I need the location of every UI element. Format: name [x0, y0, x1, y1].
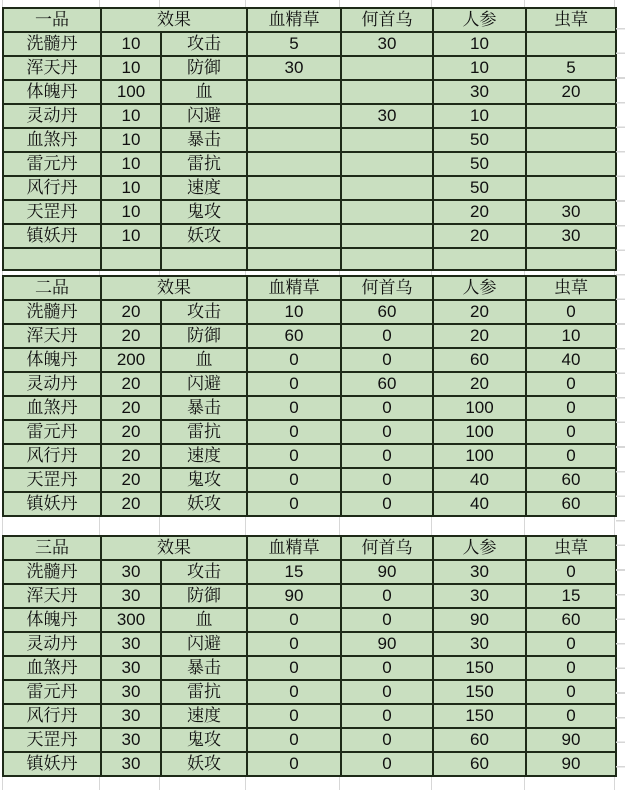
- material-amount-cell[interactable]: 30: [526, 200, 616, 224]
- material-amount-cell[interactable]: [247, 152, 341, 176]
- material-amount-cell[interactable]: 40: [433, 468, 526, 492]
- pill-name-cell[interactable]: 镇妖丹: [3, 752, 101, 776]
- material-amount-cell[interactable]: [247, 200, 341, 224]
- material-header-cell[interactable]: 人参: [433, 276, 526, 300]
- material-amount-cell[interactable]: 90: [341, 632, 433, 656]
- gridline: [99, 517, 100, 535]
- effect-value-cell[interactable]: 100: [101, 80, 161, 104]
- effect-value-cell[interactable]: 20: [101, 420, 161, 444]
- pill-name-cell[interactable]: 灵动丹: [3, 632, 101, 656]
- material-header-cell[interactable]: 何首乌: [341, 536, 433, 560]
- material-amount-cell[interactable]: 0: [341, 420, 433, 444]
- gridline: [339, 0, 340, 7]
- effect-header-cell[interactable]: 效果: [101, 8, 247, 32]
- material-amount-cell[interactable]: 5: [526, 56, 616, 80]
- material-header-cell[interactable]: 血精草: [247, 8, 341, 32]
- material-amount-cell[interactable]: 0: [341, 584, 433, 608]
- gridline: [339, 517, 340, 535]
- effect-type-cell[interactable]: 雷抗: [161, 152, 247, 176]
- material-amount-cell[interactable]: 0: [247, 752, 341, 776]
- pill-row: [3, 444, 616, 468]
- empty-cell[interactable]: [3, 248, 101, 270]
- material-amount-cell[interactable]: 10: [526, 324, 616, 348]
- material-amount-cell[interactable]: 30: [433, 632, 526, 656]
- pill-name-cell[interactable]: 血煞丹: [3, 396, 101, 420]
- material-amount-cell[interactable]: 50: [433, 152, 526, 176]
- header-row: [3, 276, 616, 300]
- gridline: [245, 517, 246, 535]
- material-amount-cell[interactable]: [247, 224, 341, 248]
- pill-row: [3, 104, 616, 128]
- material-amount-cell[interactable]: 50: [433, 128, 526, 152]
- effect-type-cell[interactable]: 鬼攻: [161, 200, 247, 224]
- material-amount-cell[interactable]: [247, 176, 341, 200]
- gridline: [614, 777, 615, 790]
- material-amount-cell[interactable]: 90: [526, 728, 616, 752]
- material-amount-cell[interactable]: [341, 80, 433, 104]
- material-amount-cell[interactable]: [526, 104, 616, 128]
- effect-value-cell[interactable]: 300: [101, 608, 161, 632]
- effect-value-cell[interactable]: 30: [101, 656, 161, 680]
- material-amount-cell[interactable]: 0: [247, 492, 341, 516]
- gridline: [614, 517, 615, 535]
- material-amount-cell[interactable]: 0: [341, 728, 433, 752]
- material-amount-cell[interactable]: [526, 128, 616, 152]
- gridline: [245, 271, 246, 275]
- effect-type-cell[interactable]: 攻击: [161, 560, 247, 584]
- pill-row: [3, 128, 616, 152]
- material-amount-cell[interactable]: 0: [526, 300, 616, 324]
- effect-type-cell[interactable]: 血: [161, 348, 247, 372]
- material-amount-cell[interactable]: 0: [341, 608, 433, 632]
- pill-row: [3, 300, 616, 324]
- pill-table-grade-3: [2, 535, 617, 777]
- effect-type-cell[interactable]: 妖攻: [161, 752, 247, 776]
- material-amount-cell[interactable]: 90: [433, 608, 526, 632]
- material-header-cell[interactable]: 何首乌: [341, 8, 433, 32]
- effect-type-cell[interactable]: 防御: [161, 56, 247, 80]
- material-amount-cell[interactable]: 30: [433, 584, 526, 608]
- effect-type-cell[interactable]: 防御: [161, 584, 247, 608]
- material-amount-cell[interactable]: 20: [433, 224, 526, 248]
- effect-type-cell[interactable]: 血: [161, 80, 247, 104]
- material-amount-cell[interactable]: 0: [247, 372, 341, 396]
- material-amount-cell[interactable]: 30: [341, 104, 433, 128]
- material-amount-cell[interactable]: 0: [247, 444, 341, 468]
- effect-type-cell[interactable]: 防御: [161, 324, 247, 348]
- material-amount-cell[interactable]: 60: [247, 324, 341, 348]
- header-row: [3, 8, 616, 32]
- gridline: [159, 271, 160, 275]
- material-amount-cell[interactable]: 20: [433, 324, 526, 348]
- material-amount-cell[interactable]: [247, 104, 341, 128]
- material-amount-cell[interactable]: 30: [247, 56, 341, 80]
- effect-value-cell[interactable]: 30: [101, 680, 161, 704]
- material-header-cell[interactable]: 血精草: [247, 536, 341, 560]
- material-header-cell[interactable]: 虫草: [526, 8, 616, 32]
- pill-name-cell[interactable]: 风行丹: [3, 176, 101, 200]
- sheet-bottom-margin: [2, 777, 615, 790]
- pill-name-cell[interactable]: 血煞丹: [3, 128, 101, 152]
- material-amount-cell[interactable]: 0: [247, 420, 341, 444]
- material-amount-cell[interactable]: 100: [433, 396, 526, 420]
- material-amount-cell[interactable]: 0: [526, 680, 616, 704]
- effect-type-cell[interactable]: 血: [161, 608, 247, 632]
- gridline: [159, 517, 160, 535]
- material-amount-cell[interactable]: 0: [526, 372, 616, 396]
- effect-value-cell[interactable]: 20: [101, 492, 161, 516]
- material-amount-cell[interactable]: [526, 152, 616, 176]
- material-amount-cell[interactable]: 60: [526, 468, 616, 492]
- effect-header-cell[interactable]: 效果: [101, 536, 247, 560]
- material-amount-cell[interactable]: [247, 128, 341, 152]
- pill-name-cell[interactable]: 洗髓丹: [3, 300, 101, 324]
- gridline: [99, 271, 100, 275]
- pill-row: [3, 420, 616, 444]
- pill-name-cell[interactable]: 浑天丹: [3, 584, 101, 608]
- effect-value-cell[interactable]: 30: [101, 704, 161, 728]
- material-amount-cell[interactable]: 0: [247, 396, 341, 420]
- pill-row: [3, 608, 616, 632]
- gridline: [614, 271, 615, 275]
- gridline: [431, 777, 432, 790]
- pill-row: [3, 728, 616, 752]
- pill-row: [3, 200, 616, 224]
- effect-type-cell[interactable]: 速度: [161, 176, 247, 200]
- material-amount-cell[interactable]: [247, 80, 341, 104]
- material-amount-cell[interactable]: 0: [247, 348, 341, 372]
- pill-row: [3, 372, 616, 396]
- pill-row: [3, 584, 616, 608]
- material-amount-cell[interactable]: 0: [247, 656, 341, 680]
- effect-value-cell[interactable]: 30: [101, 560, 161, 584]
- pill-name-cell[interactable]: 镇妖丹: [3, 224, 101, 248]
- material-amount-cell[interactable]: [341, 152, 433, 176]
- material-amount-cell[interactable]: 150: [433, 656, 526, 680]
- material-amount-cell[interactable]: 0: [341, 324, 433, 348]
- empty-cell[interactable]: [161, 248, 247, 270]
- material-amount-cell[interactable]: [341, 176, 433, 200]
- material-header-cell[interactable]: 血精草: [247, 276, 341, 300]
- effect-value-cell[interactable]: 30: [101, 584, 161, 608]
- gridline: [524, 777, 525, 790]
- effect-type-cell[interactable]: 妖攻: [161, 224, 247, 248]
- effect-type-cell[interactable]: 攻击: [161, 32, 247, 56]
- pill-name-cell[interactable]: 体魄丹: [3, 80, 101, 104]
- gridline: [431, 0, 432, 7]
- material-amount-cell[interactable]: 100: [433, 444, 526, 468]
- effect-value-cell[interactable]: 10: [101, 152, 161, 176]
- effect-type-cell[interactable]: 暴击: [161, 396, 247, 420]
- gridline: [339, 777, 340, 790]
- material-amount-cell[interactable]: 5: [247, 32, 341, 56]
- effect-value-cell[interactable]: 10: [101, 224, 161, 248]
- pill-row: [3, 152, 616, 176]
- material-amount-cell[interactable]: 0: [341, 396, 433, 420]
- pill-name-cell[interactable]: 天罡丹: [3, 728, 101, 752]
- effect-type-cell[interactable]: 鬼攻: [161, 728, 247, 752]
- gridline: [245, 777, 246, 790]
- material-amount-cell[interactable]: 10: [247, 300, 341, 324]
- pill-row: [3, 704, 616, 728]
- grade-header-cell[interactable]: 二品: [3, 276, 101, 300]
- effect-type-cell[interactable]: 闪避: [161, 104, 247, 128]
- effect-value-cell[interactable]: 30: [101, 632, 161, 656]
- gridline: [524, 271, 525, 275]
- material-amount-cell[interactable]: 0: [526, 396, 616, 420]
- gridline: [2, 271, 3, 275]
- gridline: [245, 0, 246, 7]
- material-amount-cell[interactable]: 0: [247, 608, 341, 632]
- material-amount-cell[interactable]: 0: [526, 704, 616, 728]
- material-amount-cell[interactable]: 0: [247, 632, 341, 656]
- material-amount-cell[interactable]: 0: [341, 492, 433, 516]
- pill-name-cell[interactable]: 血煞丹: [3, 656, 101, 680]
- header-row: [3, 536, 616, 560]
- material-amount-cell[interactable]: 0: [341, 680, 433, 704]
- material-amount-cell[interactable]: 0: [526, 420, 616, 444]
- material-header-cell[interactable]: 何首乌: [341, 276, 433, 300]
- effect-type-cell[interactable]: 雷抗: [161, 420, 247, 444]
- effect-value-cell[interactable]: 20: [101, 324, 161, 348]
- grade-header-cell[interactable]: 三品: [3, 536, 101, 560]
- effect-type-cell[interactable]: 鬼攻: [161, 468, 247, 492]
- material-amount-cell[interactable]: 60: [341, 372, 433, 396]
- sheet-gridlines-right: [616, 5, 625, 790]
- effect-type-cell[interactable]: 妖攻: [161, 492, 247, 516]
- gridline: [524, 517, 525, 535]
- pill-row: [3, 560, 616, 584]
- pill-name-cell[interactable]: 雷元丹: [3, 420, 101, 444]
- pill-row: [3, 468, 616, 492]
- material-amount-cell[interactable]: 30: [341, 32, 433, 56]
- effect-value-cell[interactable]: 10: [101, 200, 161, 224]
- pill-row: [3, 656, 616, 680]
- material-amount-cell[interactable]: 20: [433, 200, 526, 224]
- effect-value-cell[interactable]: 30: [101, 752, 161, 776]
- pill-row: [3, 176, 616, 200]
- table-gap-white: [2, 517, 615, 535]
- pill-name-cell[interactable]: 天罡丹: [3, 468, 101, 492]
- pill-row: [3, 632, 616, 656]
- material-amount-cell[interactable]: 0: [341, 752, 433, 776]
- effect-value-cell[interactable]: 200: [101, 348, 161, 372]
- effect-type-cell[interactable]: 暴击: [161, 128, 247, 152]
- effect-value-cell[interactable]: 20: [101, 468, 161, 492]
- material-amount-cell[interactable]: 90: [526, 752, 616, 776]
- effect-value-cell[interactable]: 10: [101, 176, 161, 200]
- pill-row: [3, 224, 616, 248]
- material-header-cell[interactable]: 虫草: [526, 536, 616, 560]
- pill-name-cell[interactable]: 雷元丹: [3, 152, 101, 176]
- material-amount-cell[interactable]: 0: [341, 468, 433, 492]
- effect-value-cell[interactable]: 10: [101, 104, 161, 128]
- pill-table-grade-2: [2, 275, 617, 517]
- effect-type-cell[interactable]: 雷抗: [161, 680, 247, 704]
- material-amount-cell[interactable]: 60: [341, 300, 433, 324]
- pill-row: [3, 752, 616, 776]
- effect-value-cell[interactable]: 10: [101, 128, 161, 152]
- material-amount-cell[interactable]: [341, 128, 433, 152]
- material-header-cell[interactable]: 人参: [433, 536, 526, 560]
- material-amount-cell[interactable]: [526, 176, 616, 200]
- pill-table-grade-1: [2, 7, 617, 271]
- material-amount-cell[interactable]: 40: [526, 348, 616, 372]
- material-amount-cell[interactable]: 20: [526, 80, 616, 104]
- pill-name-cell[interactable]: 灵动丹: [3, 372, 101, 396]
- gridline: [431, 517, 432, 535]
- material-amount-cell[interactable]: 0: [526, 444, 616, 468]
- effect-value-cell[interactable]: 30: [101, 728, 161, 752]
- gridline: [2, 777, 3, 790]
- empty-cell[interactable]: [341, 248, 433, 270]
- material-amount-cell[interactable]: 0: [341, 348, 433, 372]
- empty-cell[interactable]: [101, 248, 161, 270]
- gridline: [2, 517, 3, 535]
- gridline: [159, 0, 160, 7]
- effect-value-cell[interactable]: 10: [101, 56, 161, 80]
- material-amount-cell[interactable]: 60: [433, 728, 526, 752]
- material-header-cell[interactable]: 虫草: [526, 276, 616, 300]
- table-gap-small: [2, 271, 615, 275]
- effect-value-cell[interactable]: 20: [101, 396, 161, 420]
- effect-type-cell[interactable]: 攻击: [161, 300, 247, 324]
- effect-type-cell[interactable]: 闪避: [161, 372, 247, 396]
- pill-name-cell[interactable]: 浑天丹: [3, 324, 101, 348]
- effect-value-cell[interactable]: 10: [101, 32, 161, 56]
- empty-cell[interactable]: [526, 248, 616, 270]
- empty-cell[interactable]: [247, 248, 341, 270]
- pill-name-cell[interactable]: 洗髓丹: [3, 560, 101, 584]
- gridline: [99, 777, 100, 790]
- material-amount-cell[interactable]: 30: [433, 560, 526, 584]
- effect-value-cell[interactable]: 20: [101, 372, 161, 396]
- material-amount-cell[interactable]: 0: [247, 680, 341, 704]
- material-amount-cell[interactable]: [341, 224, 433, 248]
- effect-header-cell[interactable]: 效果: [101, 276, 247, 300]
- effect-value-cell[interactable]: 20: [101, 300, 161, 324]
- material-amount-cell[interactable]: 0: [247, 468, 341, 492]
- gridline: [159, 777, 160, 790]
- pill-row: [3, 680, 616, 704]
- material-amount-cell[interactable]: 30: [433, 80, 526, 104]
- material-amount-cell[interactable]: 90: [341, 560, 433, 584]
- material-amount-cell[interactable]: 0: [526, 656, 616, 680]
- grade-header-cell[interactable]: 一品: [3, 8, 101, 32]
- material-amount-cell[interactable]: 10: [433, 104, 526, 128]
- effect-type-cell[interactable]: 速度: [161, 444, 247, 468]
- sheet-top-margin: [2, 0, 615, 7]
- pill-name-cell[interactable]: 天罡丹: [3, 200, 101, 224]
- gridline: [524, 0, 525, 7]
- material-header-cell[interactable]: 人参: [433, 8, 526, 32]
- material-amount-cell[interactable]: 100: [433, 420, 526, 444]
- material-amount-cell[interactable]: 0: [526, 560, 616, 584]
- material-amount-cell[interactable]: 90: [247, 584, 341, 608]
- pill-row: [3, 32, 616, 56]
- empty-cell[interactable]: [433, 248, 526, 270]
- material-amount-cell[interactable]: [341, 200, 433, 224]
- material-amount-cell[interactable]: 150: [433, 704, 526, 728]
- pill-row: [3, 80, 616, 104]
- material-amount-cell[interactable]: 30: [526, 224, 616, 248]
- material-amount-cell[interactable]: [341, 56, 433, 80]
- material-amount-cell[interactable]: 0: [526, 632, 616, 656]
- pill-name-cell[interactable]: 雷元丹: [3, 680, 101, 704]
- pill-row: [3, 56, 616, 80]
- pill-name-cell[interactable]: 风行丹: [3, 704, 101, 728]
- material-amount-cell[interactable]: 0: [247, 728, 341, 752]
- pill-row: [3, 396, 616, 420]
- material-amount-cell[interactable]: 15: [247, 560, 341, 584]
- material-amount-cell[interactable]: 40: [433, 492, 526, 516]
- material-amount-cell[interactable]: 20: [433, 300, 526, 324]
- pill-name-cell[interactable]: 洗髓丹: [3, 32, 101, 56]
- material-amount-cell[interactable]: 10: [433, 56, 526, 80]
- material-amount-cell[interactable]: 150: [433, 680, 526, 704]
- material-amount-cell[interactable]: 0: [341, 704, 433, 728]
- material-amount-cell[interactable]: 0: [341, 656, 433, 680]
- gridline: [99, 0, 100, 7]
- gridline: [431, 271, 432, 275]
- pill-name-cell[interactable]: 风行丹: [3, 444, 101, 468]
- empty-row: [3, 248, 616, 270]
- material-amount-cell[interactable]: 50: [433, 176, 526, 200]
- material-amount-cell[interactable]: 60: [526, 492, 616, 516]
- effect-type-cell[interactable]: 速度: [161, 704, 247, 728]
- material-amount-cell[interactable]: 60: [433, 348, 526, 372]
- material-amount-cell[interactable]: [526, 32, 616, 56]
- gridline: [339, 271, 340, 275]
- pill-name-cell[interactable]: 灵动丹: [3, 104, 101, 128]
- material-amount-cell[interactable]: 60: [526, 608, 616, 632]
- material-amount-cell[interactable]: 0: [341, 444, 433, 468]
- pill-row: [3, 324, 616, 348]
- material-amount-cell[interactable]: 15: [526, 584, 616, 608]
- pill-row: [3, 492, 616, 516]
- gridline: [614, 0, 615, 7]
- pill-name-cell[interactable]: 体魄丹: [3, 608, 101, 632]
- pill-name-cell[interactable]: 镇妖丹: [3, 492, 101, 516]
- pill-name-cell[interactable]: 体魄丹: [3, 348, 101, 372]
- gridline: [2, 0, 3, 7]
- pill-name-cell[interactable]: 浑天丹: [3, 56, 101, 80]
- pill-row: [3, 348, 616, 372]
- effect-value-cell[interactable]: 20: [101, 444, 161, 468]
- effect-type-cell[interactable]: 闪避: [161, 632, 247, 656]
- material-amount-cell[interactable]: 0: [247, 704, 341, 728]
- effect-type-cell[interactable]: 暴击: [161, 656, 247, 680]
- material-amount-cell[interactable]: 20: [433, 372, 526, 396]
- material-amount-cell[interactable]: 10: [433, 32, 526, 56]
- material-amount-cell[interactable]: 60: [433, 752, 526, 776]
